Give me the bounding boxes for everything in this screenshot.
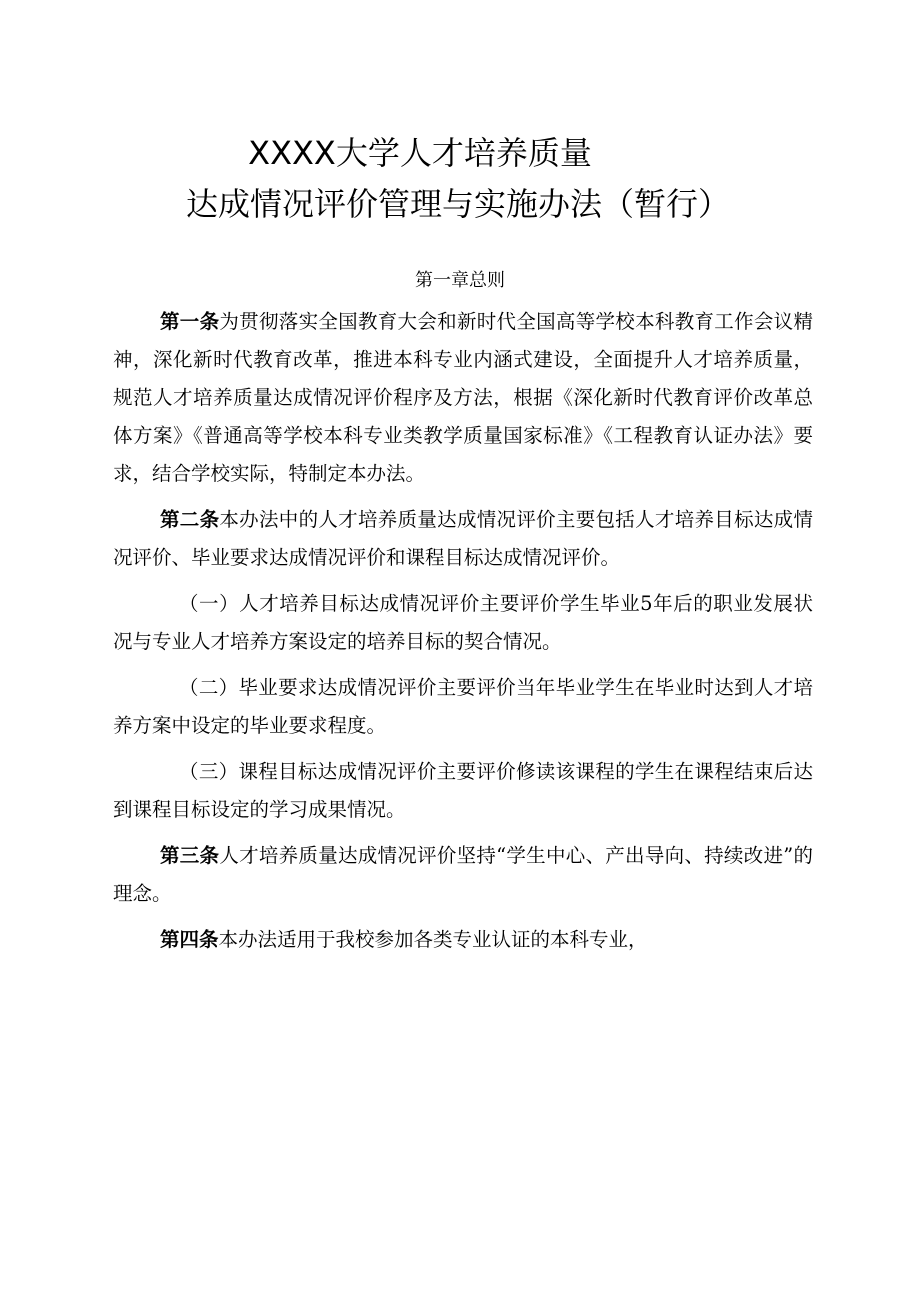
article-4-label: 第四条 xyxy=(160,928,219,951)
article-2 xyxy=(113,501,813,577)
article-4-text: 本办法适用于我校参加各类专业认证的本科专业， xyxy=(218,928,648,951)
article-2-item-3: （三）课程目标达成情况评价主要评价修读该课程的学生在课程结束后达到课程目标设定的学习成果情况。 xyxy=(113,760,813,821)
article-1 xyxy=(113,303,813,493)
article-2-text: 本办法中的人才培养质量达成情况评价主要包括人才培养目标达成情况评价、毕业要求达成情况评价和课程目标达成情况评价。 xyxy=(113,508,813,569)
article-3 xyxy=(113,837,813,913)
chapter-heading: 第一章总则 xyxy=(415,270,505,291)
article-4 xyxy=(113,921,813,959)
document-body xyxy=(113,303,813,959)
article-1-text: 为贯彻落实全国教育大会和新时代全国高等学校本科教育工作会议精神，深化新时代教育改革，推进本科专业内涵式建设，全面提升人才培养质量，规范人才培养质量达成情况评价程序及方法，根据《深化新时代教育评价改革总体方案》《普通高等学校本科专业类教学质量国家标准》《工程教育认证办法》要求，结合学校实际，特制定本办法。 xyxy=(113,310,813,485)
article-2-item-1: （一）人才培养目标达成情况评价主要评价学生毕业5年后的职业发展状况与专业人才培养方案设定的培养目标的契合情况。 xyxy=(113,592,813,653)
article-3-text: 人才培养质量达成情况评价坚持“学生中心、产出导向、持续改进”的理念。 xyxy=(113,844,813,905)
article-1-label: 第一条 xyxy=(160,310,220,333)
article-2-label: 第二条 xyxy=(160,508,220,531)
article-3-label: 第三条 xyxy=(160,844,220,867)
document-title-line-1: XXXX大学人才培养质量 xyxy=(248,134,592,172)
article-2-item-2: （二）毕业要求达成情况评价主要评价当年毕业学生在毕业时达到人才培养方案中设定的毕业要求程度。 xyxy=(113,676,813,737)
document-title-line-2: 达成情况评价管理与实施办法（暂行） xyxy=(185,185,730,223)
